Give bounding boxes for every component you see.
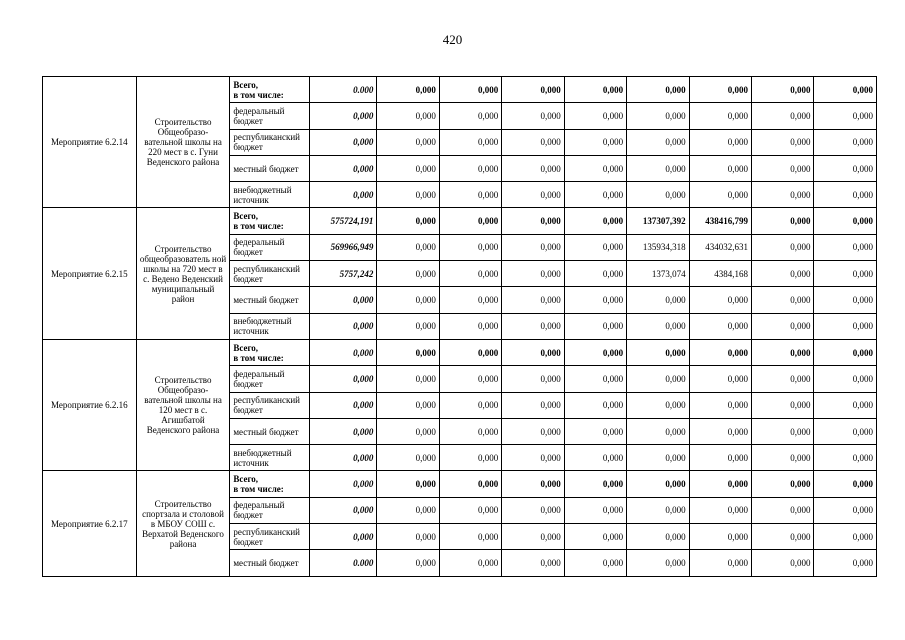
- value-cell: 0,000: [689, 366, 751, 392]
- value-cell: 0,000: [439, 234, 501, 260]
- value-cell: 0,000: [752, 261, 814, 287]
- description-cell: Строительство Общеобразо-вательной школы на 220 мест в с. Гуни Веденского района: [136, 77, 230, 208]
- value-cell: 0,000: [502, 77, 564, 103]
- value-cell: 0,000: [814, 366, 877, 392]
- value-cell: 0,000: [627, 155, 689, 181]
- table-row: [43, 77, 877, 103]
- value-cell: 0,000: [377, 182, 439, 208]
- value-cell: 0,000: [627, 366, 689, 392]
- value-cell: 0,000: [377, 77, 439, 103]
- value-cell: 0,000: [752, 182, 814, 208]
- value-cell: 0,000: [309, 418, 376, 444]
- value-cell: 0,000: [814, 550, 877, 576]
- value-cell: 0,000: [627, 471, 689, 497]
- value-cell: 0,000: [439, 471, 501, 497]
- value-cell: 0,000: [564, 77, 626, 103]
- value-cell: 0,000: [689, 471, 751, 497]
- source-cell: республиканский бюджет: [230, 261, 310, 287]
- source-cell: местный бюджет: [230, 550, 310, 576]
- value-cell: 0,000: [502, 418, 564, 444]
- value-cell: 0,000: [502, 287, 564, 313]
- value-cell: 5757,242: [309, 261, 376, 287]
- value-cell: 0,000: [752, 208, 814, 234]
- value-cell: 0,000: [309, 471, 376, 497]
- value-cell: 0,000: [377, 366, 439, 392]
- value-cell: 0,000: [689, 182, 751, 208]
- value-cell: 0,000: [627, 77, 689, 103]
- value-cell: 0,000: [814, 313, 877, 339]
- value-cell: 0,000: [564, 261, 626, 287]
- value-cell: 0,000: [752, 155, 814, 181]
- value-cell: 0,000: [814, 77, 877, 103]
- value-cell: 0,000: [377, 524, 439, 550]
- value-cell: 0,000: [627, 392, 689, 418]
- value-cell: 0,000: [439, 77, 501, 103]
- measure-cell: Мероприятие 6.2.15: [43, 208, 137, 339]
- value-cell: 0,000: [564, 182, 626, 208]
- value-cell: 0,000: [439, 155, 501, 181]
- value-cell: 0,000: [502, 182, 564, 208]
- value-cell: 0,000: [502, 392, 564, 418]
- value-cell: 0,000: [627, 339, 689, 365]
- value-cell: 0,000: [309, 182, 376, 208]
- value-cell: 0,000: [502, 524, 564, 550]
- value-cell: 0,000: [564, 366, 626, 392]
- value-cell: 0,000: [377, 445, 439, 471]
- source-cell: Всего, в том числе:: [230, 208, 310, 234]
- value-cell: 0,000: [377, 208, 439, 234]
- value-cell: 0,000: [564, 313, 626, 339]
- value-cell: 0,000: [502, 339, 564, 365]
- value-cell: 0,000: [439, 287, 501, 313]
- value-cell: 0,000: [627, 313, 689, 339]
- source-cell: Всего, в том числе:: [230, 471, 310, 497]
- value-cell: 0,000: [689, 550, 751, 576]
- value-cell: 0,000: [439, 524, 501, 550]
- value-cell: 0,000: [689, 524, 751, 550]
- measure-cell: Мероприятие 6.2.16: [43, 339, 137, 470]
- value-cell: 0,000: [814, 103, 877, 129]
- value-cell: 0,000: [439, 366, 501, 392]
- measure-cell: Мероприятие 6.2.17: [43, 471, 137, 576]
- value-cell: 0,000: [439, 103, 501, 129]
- value-cell: 0,000: [752, 445, 814, 471]
- value-cell: 0,000: [439, 129, 501, 155]
- value-cell: 0,000: [814, 471, 877, 497]
- measure-cell: Мероприятие 6.2.14: [43, 77, 137, 208]
- value-cell: 0,000: [502, 103, 564, 129]
- table-row: [43, 339, 877, 365]
- value-cell: 0,000: [439, 445, 501, 471]
- value-cell: 0,000: [814, 182, 877, 208]
- value-cell: 0,000: [689, 392, 751, 418]
- value-cell: 0,000: [309, 366, 376, 392]
- value-cell: 0,000: [752, 234, 814, 260]
- value-cell: 0,000: [814, 418, 877, 444]
- value-cell: 0,000: [689, 313, 751, 339]
- source-cell: республиканский бюджет: [230, 392, 310, 418]
- value-cell: 0,000: [309, 392, 376, 418]
- value-cell: 0,000: [564, 392, 626, 418]
- value-cell: 0,000: [627, 445, 689, 471]
- value-cell: 0,000: [309, 497, 376, 523]
- value-cell: 569966,949: [309, 234, 376, 260]
- source-cell: Всего, в том числе:: [230, 339, 310, 365]
- value-cell: 0,000: [502, 445, 564, 471]
- table-row: [43, 208, 877, 234]
- value-cell: 434032,631: [689, 234, 751, 260]
- value-cell: 0,000: [439, 182, 501, 208]
- value-cell: 0,000: [814, 287, 877, 313]
- budget-table: [42, 76, 877, 577]
- value-cell: 0,000: [309, 155, 376, 181]
- description-cell: Строительство общеобразователь ной школы на 720 мест в с. Ведено Веденский муниципальный район: [136, 208, 230, 339]
- value-cell: 0,000: [502, 129, 564, 155]
- value-cell: 0,000: [309, 313, 376, 339]
- value-cell: 1373,074: [627, 261, 689, 287]
- value-cell: 135934,318: [627, 234, 689, 260]
- value-cell: 0,000: [377, 234, 439, 260]
- source-cell: внебюджетный источник: [230, 445, 310, 471]
- value-cell: 0,000: [377, 103, 439, 129]
- value-cell: 0,000: [377, 129, 439, 155]
- value-cell: 0,000: [502, 313, 564, 339]
- value-cell: 0,000: [689, 497, 751, 523]
- value-cell: 0,000: [439, 261, 501, 287]
- value-cell: 0,000: [502, 550, 564, 576]
- value-cell: 0,000: [439, 418, 501, 444]
- value-cell: 0,000: [752, 77, 814, 103]
- value-cell: 0,000: [752, 129, 814, 155]
- value-cell: 0,000: [752, 524, 814, 550]
- value-cell: 0,000: [752, 418, 814, 444]
- value-cell: 0,000: [439, 339, 501, 365]
- value-cell: 0,000: [377, 471, 439, 497]
- value-cell: 0,000: [564, 339, 626, 365]
- value-cell: 0,000: [752, 550, 814, 576]
- value-cell: 0,000: [752, 287, 814, 313]
- value-cell: 0,000: [377, 392, 439, 418]
- value-cell: 0,000: [564, 234, 626, 260]
- source-cell: республиканский бюджет: [230, 129, 310, 155]
- value-cell: 0,000: [689, 103, 751, 129]
- value-cell: 0,000: [752, 471, 814, 497]
- value-cell: 0,000: [309, 287, 376, 313]
- value-cell: 0,000: [564, 524, 626, 550]
- value-cell: 0,000: [752, 392, 814, 418]
- page-number: 420: [442, 32, 463, 47]
- value-cell: 4384,168: [689, 261, 751, 287]
- value-cell: 0,000: [689, 445, 751, 471]
- value-cell: 0,000: [439, 208, 501, 234]
- source-cell: федеральный бюджет: [230, 497, 310, 523]
- source-cell: внебюджетный источник: [230, 313, 310, 339]
- value-cell: 0,000: [814, 392, 877, 418]
- value-cell: 0,000: [564, 471, 626, 497]
- value-cell: 0,000: [309, 129, 376, 155]
- value-cell: 0,000: [564, 418, 626, 444]
- value-cell: 0,000: [689, 155, 751, 181]
- value-cell: 0,000: [814, 208, 877, 234]
- value-cell: 0,000: [377, 313, 439, 339]
- value-cell: 0,000: [502, 471, 564, 497]
- value-cell: 0,000: [377, 287, 439, 313]
- value-cell: 0,000: [309, 445, 376, 471]
- value-cell: 0,000: [627, 129, 689, 155]
- value-cell: 0,000: [377, 550, 439, 576]
- description-cell: Строительство Общеобразо-вательной школы на 120 мест в с. Агишбатой Веденского района: [136, 339, 230, 470]
- value-cell: 0,000: [564, 208, 626, 234]
- source-cell: местный бюджет: [230, 287, 310, 313]
- value-cell: 0,000: [627, 418, 689, 444]
- value-cell: 0,000: [814, 339, 877, 365]
- description-cell: Строительство спортзала и столовой в МБОУ СОШ с. Верхатой Веденского района: [136, 471, 230, 576]
- value-cell: 0,000: [814, 445, 877, 471]
- value-cell: 0.000: [309, 77, 376, 103]
- value-cell: 0,000: [814, 129, 877, 155]
- source-cell: федеральный бюджет: [230, 234, 310, 260]
- source-cell: федеральный бюджет: [230, 366, 310, 392]
- value-cell: 0,000: [752, 103, 814, 129]
- source-cell: федеральный бюджет: [230, 103, 310, 129]
- value-cell: 438416,799: [689, 208, 751, 234]
- value-cell: 137307,392: [627, 208, 689, 234]
- value-cell: 0,000: [752, 497, 814, 523]
- value-cell: 0,000: [689, 287, 751, 313]
- value-cell: 0,000: [502, 234, 564, 260]
- value-cell: 0,000: [814, 497, 877, 523]
- source-cell: Всего, в том числе:: [230, 77, 310, 103]
- value-cell: 0,000: [377, 497, 439, 523]
- source-cell: внебюджетный источник: [230, 182, 310, 208]
- value-cell: 0,000: [689, 418, 751, 444]
- value-cell: 0,000: [627, 287, 689, 313]
- value-cell: 0,000: [564, 129, 626, 155]
- value-cell: 0,000: [439, 497, 501, 523]
- value-cell: 0,000: [689, 129, 751, 155]
- value-cell: 0,000: [564, 287, 626, 313]
- value-cell: 0,000: [689, 339, 751, 365]
- value-cell: 0,000: [564, 103, 626, 129]
- source-cell: местный бюджет: [230, 155, 310, 181]
- value-cell: 0,000: [752, 313, 814, 339]
- value-cell: 0,000: [502, 261, 564, 287]
- value-cell: 0,000: [564, 445, 626, 471]
- source-cell: местный бюджет: [230, 418, 310, 444]
- value-cell: 0,000: [377, 261, 439, 287]
- value-cell: 0,000: [814, 524, 877, 550]
- value-cell: 0,000: [814, 261, 877, 287]
- value-cell: 0,000: [309, 103, 376, 129]
- value-cell: 0,000: [564, 497, 626, 523]
- value-cell: 0,000: [627, 182, 689, 208]
- value-cell: 0,000: [377, 155, 439, 181]
- value-cell: 0,000: [502, 366, 564, 392]
- value-cell: 0,000: [752, 366, 814, 392]
- value-cell: 575724,191: [309, 208, 376, 234]
- value-cell: 0,000: [309, 524, 376, 550]
- value-cell: 0,000: [627, 103, 689, 129]
- value-cell: 0,000: [439, 392, 501, 418]
- value-cell: 0,000: [814, 234, 877, 260]
- value-cell: 0,000: [689, 77, 751, 103]
- value-cell: 0,000: [439, 313, 501, 339]
- value-cell: 0,000: [627, 550, 689, 576]
- value-cell: 0,000: [814, 155, 877, 181]
- value-cell: 0,000: [564, 155, 626, 181]
- value-cell: 0,000: [502, 208, 564, 234]
- value-cell: 0,000: [377, 418, 439, 444]
- value-cell: 0,000: [377, 339, 439, 365]
- table-body: [43, 77, 877, 577]
- value-cell: 0,000: [309, 339, 376, 365]
- source-cell: республиканский бюджет: [230, 524, 310, 550]
- value-cell: 0,000: [502, 155, 564, 181]
- value-cell: 0,000: [439, 550, 501, 576]
- value-cell: 0,000: [502, 497, 564, 523]
- table-row: [43, 471, 877, 497]
- value-cell: 0,000: [564, 550, 626, 576]
- value-cell: 0,000: [627, 497, 689, 523]
- value-cell: 0,000: [752, 339, 814, 365]
- value-cell: 0.000: [309, 550, 376, 576]
- value-cell: 0,000: [627, 524, 689, 550]
